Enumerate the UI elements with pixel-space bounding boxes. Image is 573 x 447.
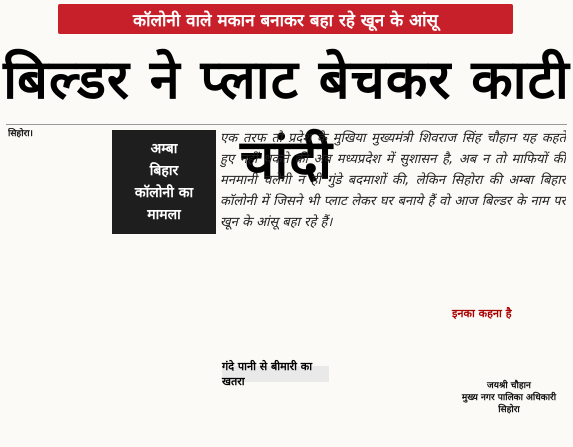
subheading: इनका कहना है — [452, 307, 512, 320]
byline-title: मुख्य नगर पालिका अधिकारी सिहोरा — [461, 393, 557, 415]
section-label-box — [112, 130, 216, 234]
byline-name: जयश्री चौहान — [487, 381, 531, 391]
byline — [452, 380, 566, 416]
section-label-line: बिहार — [149, 163, 179, 179]
section-label-line: कॉलोनी का — [134, 185, 194, 201]
headline: बिल्डर ने प्लाट बेचकर काटी चांदी — [3, 48, 570, 191]
section-label-line: मामला — [147, 207, 181, 223]
column-1 — [8, 128, 107, 438]
top-rule — [6, 124, 567, 125]
section-label-line: अम्बा — [150, 141, 178, 157]
dateline: सिहोरा। — [8, 129, 33, 139]
kicker-banner: कॉलोनी वाले मकान बनाकर बहा रहे खून के आंसू — [58, 4, 513, 34]
intro-paragraph: एक तरफ तो प्रदेश के मुखिया मुख्यमंत्री शिवराज सिंह चौहान यह कहते हुए नहीं थकते की अब मध्यप्रदेश में सुशासन है, अब न तो माफियों की मनमानी चलेगी न ही गुंडे बदमाशों की, लेकिन सिहोरा की अम्बा बिहार कॉलोनी में जिसने भी प्लाट लेकर घर बनाये हैं वो आज बिल्डर के नाम पर खून के आंसू बहा रहे हैं। — [220, 131, 566, 230]
subheading: गंदे पानी से बीमारी का खतरा — [222, 366, 329, 382]
